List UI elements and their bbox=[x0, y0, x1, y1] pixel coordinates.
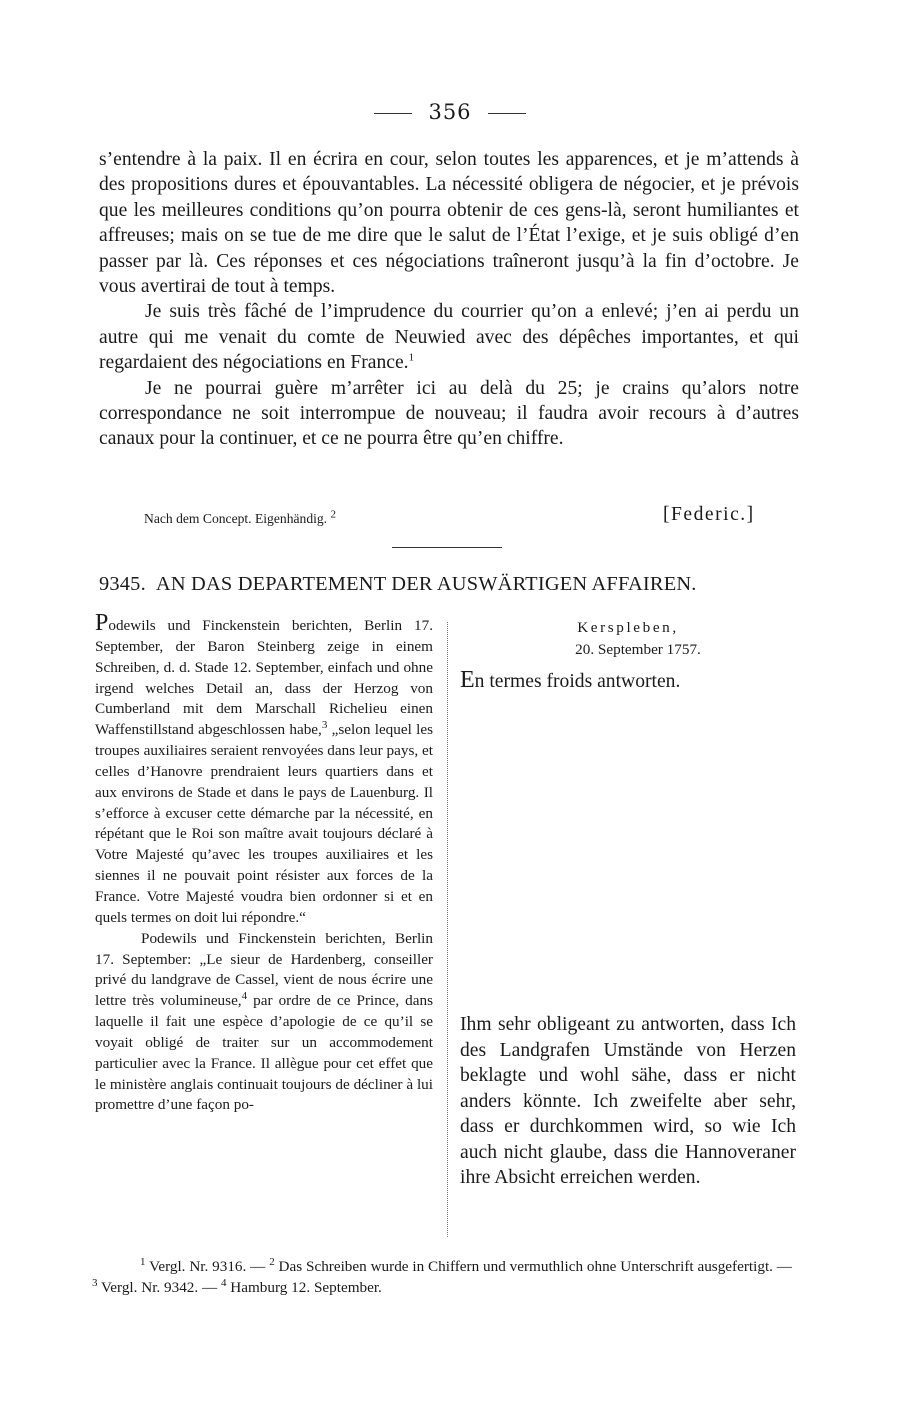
footnote-ref-3: 3 bbox=[321, 719, 328, 732]
instruction-2: Ihm sehr obligeant zu antworten, dass Ich des Landgrafen Umstände von Herzen beklagte und wohl sähe, dass er nicht anders könnte. Ich zweifelte aber sehr, dass er durchkommen wird, so wie Ich auch nicht glaube, dass die Hannoveraner ihre Absicht erreichen werden. bbox=[460, 1014, 796, 1188]
section-divider bbox=[392, 547, 502, 548]
report-dropcap: P bbox=[95, 610, 109, 636]
document-number: 9345. bbox=[99, 573, 146, 595]
footnote-num-2: 2 bbox=[269, 1255, 275, 1268]
footnote-ref-2: 2 bbox=[330, 508, 336, 521]
source-note: Nach dem Concept. Eigenhändig. $^2$ bbox=[144, 508, 336, 526]
footnote-num-1: 1 bbox=[140, 1255, 146, 1268]
letter-paragraph-3: Je ne pourrai guère m’arrêter ici au delà du 25; je crains qu’alors notre correspondance ne soit interrompue de nouveau; il faudra avoir recours à d’autres canaux pour la continuer, et ce ne pourra être qu’en chiffre. bbox=[99, 377, 799, 450]
instruction-dropcap: E bbox=[460, 667, 475, 693]
column-separator bbox=[447, 622, 448, 1237]
footnote-text-4: Hamburg 12. September. bbox=[226, 1279, 382, 1296]
signature: [Federic.] bbox=[663, 504, 755, 525]
page-number-dash-right bbox=[488, 113, 526, 114]
page-number bbox=[0, 100, 900, 124]
footnote-num-4: 4 bbox=[220, 1276, 227, 1289]
document-title: AN DAS DEPARTEMENT DER AUSWÄRTIGEN AFFAIREN. bbox=[155, 573, 697, 595]
footnote-ref-1: 1 bbox=[408, 351, 415, 364]
letter-paragraph-1: s’entendre à la paix. Il en écrira en cour, selon toutes les apparences, et je m’attends à des propositions dures et épouvantables. La nécessité obligera de négocier, et je prévois que les meilleures conditions qu’on pourra obtenir de ces gens-là, seront humiliantes et affreuses; mais on se tue de me dire que le salut de l’État l’exige, et je suis obligé d’en passer par là. Ces réponses et ces négociations traîneront jusqu’à la fin d’octobre. Je vous avertirai de tout à temps. bbox=[99, 149, 799, 298]
report-paragraph-2: Podewils und Finckenstein berichten, Berlin 17. September: „Le sieur de Hardenberg, conseiller privé du landgrave de Cassel, vient de nous écrire une lettre très volumineuse,$^4$ par ordre de ce Prince, dans laquelle il fait une espèce d’apologie de ce qu’il se voyait obligé de traiter sur un accommodement particulier avec la France. Il allègue pour cet effet que le ministère anglais continuait toujours de décliner à lui promettre d’une façon po- bbox=[95, 929, 433, 1114]
instruction-column-top bbox=[460, 617, 796, 694]
place-line: Kerspleben, bbox=[577, 619, 679, 636]
date-line: 20. September 1757. bbox=[575, 641, 701, 658]
page-number-text: 356 bbox=[428, 100, 472, 124]
footnote-text-2: Das Schreiben wurde in Chiffern und vermuthlich ohne Unterschrift ausgefertigt. — bbox=[274, 1258, 792, 1275]
report-column bbox=[95, 610, 433, 1116]
letter-body bbox=[99, 147, 799, 452]
footnote-ref-4: 4 bbox=[241, 990, 248, 1003]
letter-paragraph-2: Je suis très fâché de l’imprudence du courrier qu’on a enlevé; j’en ai perdu un autre qui me venait du comte de Neuwied avec des dépêches importantes, et qui regardaient des négociations en France.$^1$ bbox=[99, 301, 799, 374]
footnote-text-1: Vergl. Nr. 9316. — bbox=[145, 1258, 270, 1275]
report-paragraph-1: Podewils und Finckenstein berichten, Berlin 17. September, der Baron Steinberg zeige in einem Schreiben, d. d. Stade 12. September, einfach und ohne irgend welches Detail an, dass der Herzog von Cumberland mit dem Marschall Richelieu einen Waffenstillstand abgeschlossen habe,$^3$ „selon lequel les troupes auxiliaires seraient renvoyées dans leur pays, et celles d’Hanovre prendraient leurs quartiers dans et aux environs de Stade et dans le pays de Lauenburg. Il s’efforce à excuser cette démarche par la nécessité, en répétant que le Roi son maître avait toujours déclaré à Votre Majesté qu’avec les troupes auxiliaires et les siennes il ne pouvait point résister aux forces de la France. Votre Majesté voudra bien ordonner si et en quels termes on doit lui répondre.“ bbox=[95, 610, 433, 926]
footnote-num-3: 3 bbox=[92, 1276, 98, 1289]
page-number-dash-left bbox=[374, 113, 412, 114]
footnotes bbox=[92, 1256, 792, 1298]
footnote-text-3: Vergl. Nr. 9342. — bbox=[97, 1279, 221, 1296]
document-heading bbox=[99, 573, 799, 596]
instruction-1: En termes froids antworten. bbox=[460, 667, 681, 693]
